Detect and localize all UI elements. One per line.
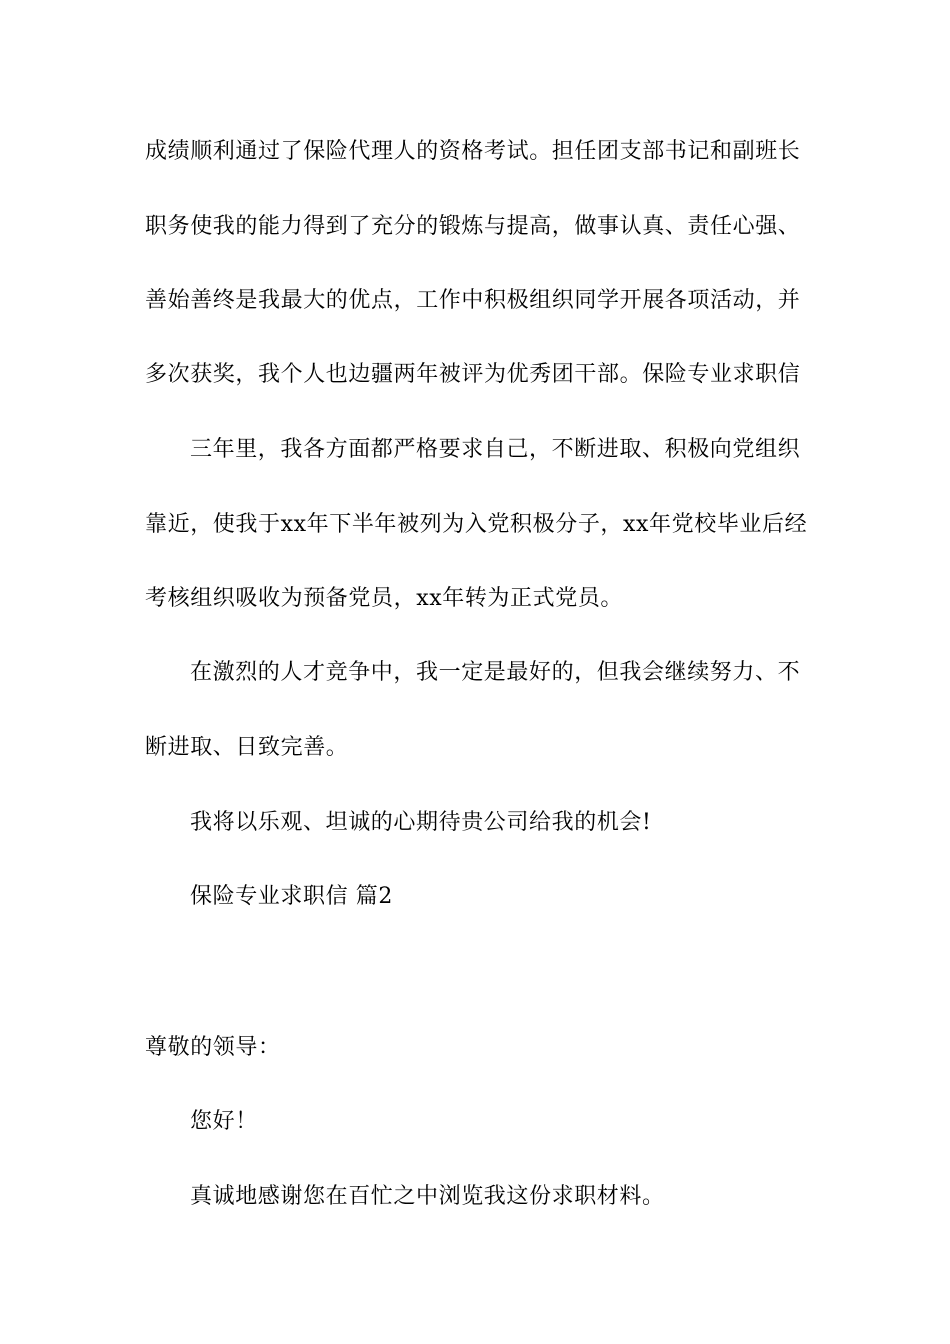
- paragraph-2-line-2: 靠近，使我于xx年下半年被列为入党积极分子，xx年党校毕业后经: [145, 512, 808, 537]
- section-heading: 保险专业求职信 篇2: [190, 884, 393, 909]
- paragraph-1-line-3: 善始善终是我最大的优点，工作中积极组织同学开展各项活动，并: [145, 288, 801, 313]
- paragraph-2-line-3: 考核组织吸收为预备党员，xx年转为正式党员。: [145, 586, 624, 611]
- paragraph-thanks: 真诚地感谢您在百忙之中浏览我这份求职材料。: [190, 1184, 665, 1209]
- salutation: 尊敬的领导：: [145, 1035, 281, 1060]
- paragraph-2-line-1: 三年里，我各方面都严格要求自己，不断进取、积极向党组织: [190, 437, 801, 462]
- paragraph-1-line-1: 成绩顺利通过了保险代理人的资格考试。担任团支部书记和副班长: [145, 139, 801, 164]
- paragraph-1-line-2: 职务使我的能力得到了充分的锻炼与提高，做事认真、责任心强、: [145, 214, 801, 239]
- paragraph-3-line-1: 在激烈的人才竞争中，我一定是最好的，但我会继续努力、不: [190, 660, 801, 685]
- paragraph-4-line-1: 我将以乐观、坦诚的心期待贵公司给我的机会!: [190, 810, 652, 835]
- greeting: 您好！: [190, 1109, 258, 1134]
- paragraph-1-line-4: 多次获奖，我个人也边疆两年被评为优秀团干部。保险专业求职信: [145, 362, 801, 387]
- paragraph-3-line-2: 断进取、日致完善。: [145, 735, 349, 760]
